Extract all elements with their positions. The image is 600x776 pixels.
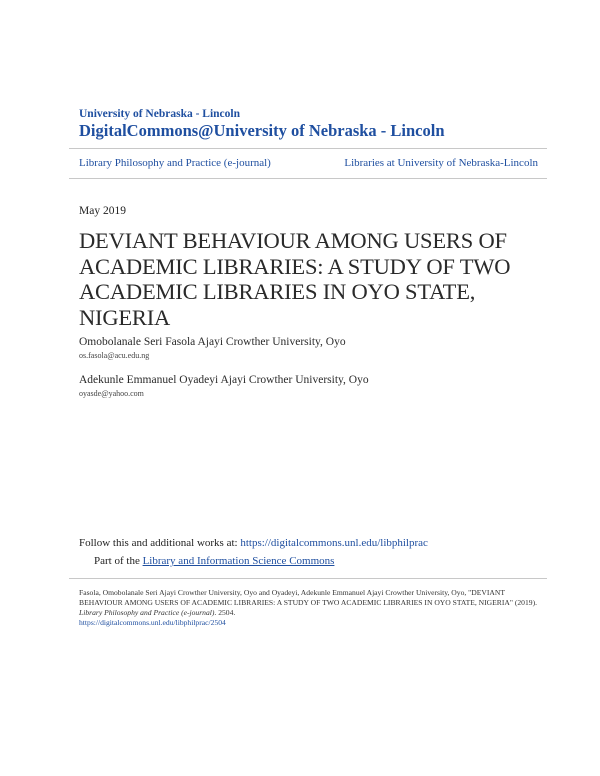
- citation-url-link[interactable]: https://digitalcommons.unl.edu/libphilprac/2504: [79, 618, 226, 627]
- commons-link[interactable]: Library and Information Science Commons: [142, 555, 335, 567]
- recommended-citation: [79, 588, 545, 628]
- author-2-email: oyasde@yahoo.com: [79, 389, 144, 398]
- libraries-link[interactable]: Libraries at University of Nebraska-Lincoln: [344, 157, 538, 169]
- author-1-email: os.fasola@acu.edu.ng: [79, 351, 150, 360]
- journal-link[interactable]: Library Philosophy and Practice (e-journal): [79, 157, 271, 169]
- follow-line: [79, 537, 428, 549]
- citation-journal: Library Philosophy and Practice (e-journal): [79, 608, 215, 617]
- partof-label: Part of the: [94, 555, 143, 567]
- follow-url-link[interactable]: https://digitalcommons.unl.edu/libphilprac: [240, 537, 428, 549]
- partof-line: [94, 555, 334, 567]
- header-divider-bottom: [69, 178, 547, 179]
- citation-number: . 2504.: [214, 608, 236, 617]
- author-1-name: Omobolanale Seri Fasola Ajayi Crowther University, Oyo: [79, 336, 346, 348]
- header-divider-top: [69, 148, 547, 149]
- citation-divider: [69, 578, 547, 579]
- publication-date: May 2019: [79, 205, 126, 217]
- article-title: DEVIANT BEHAVIOUR AMONG USERS OF ACADEMIC LIBRARIES: A STUDY OF TWO ACADEMIC LIBRARIES IN OYO STATE, NIGERIA: [79, 228, 511, 330]
- follow-label: Follow this and additional works at:: [79, 537, 241, 549]
- repository-link[interactable]: DigitalCommons@University of Nebraska - Lincoln: [79, 121, 445, 140]
- institution-link[interactable]: University of Nebraska - Lincoln: [79, 108, 240, 120]
- author-2-name: Adekunle Emmanuel Oyadeyi Ajayi Crowther University, Oyo: [79, 374, 369, 386]
- citation-text: Fasola, Omobolanale Seri Ajayi Crowther University, Oyo and Oyadeyi, Adekunle Emmanuel Ajayi Crowther University, Oyo, "DEVIANT BEHAVIOUR AMONG USERS OF ACADEMIC LIBRARIES: A STUDY OF TWO ACADEMIC LIBRARIES IN OYO STATE, NIGERIA" (2019).: [79, 588, 537, 607]
